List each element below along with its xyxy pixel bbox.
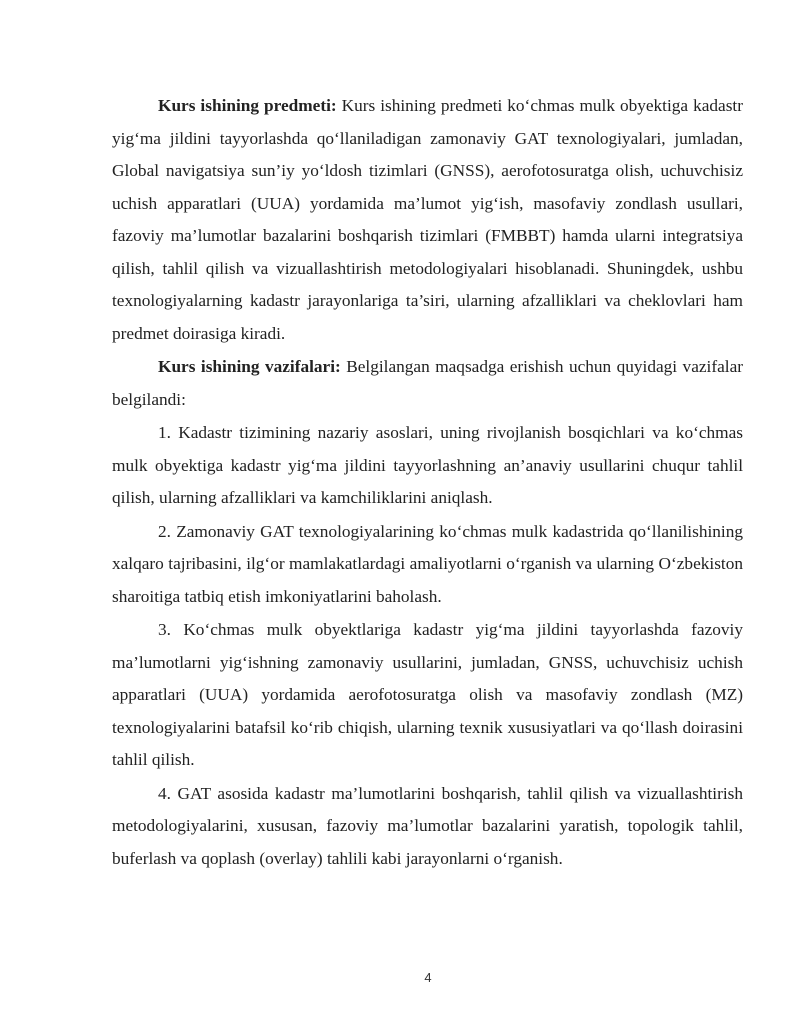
paragraph-subject <box>112 90 743 350</box>
paragraph-text-subject: Kurs ishining predmeti ko‘chmas mulk obyektiga kadastr yig‘ma jildini tayyorlashda qo‘llaniladigan zamonaviy GAT texnologiyalari, jumladan, Global navigatsiya sun’iy yo‘ldosh tizimlari (GNSS), aerofotosuratga olish, uchuvchisiz uchish apparatlari (UUA) yordamida ma’lumot yig‘ish, masofaviy zondlash usullari, fazoviy ma’lumotlar bazalarini boshqarish tizimlari (FMBBT) hamda ularni integratsiya qilish, tahlil qilish va vizuallashtirish metodologiyalari hisoblanadi. Shuningdek, ushbu texnologiyalarning kadastr jarayonlariga ta’siri, ularning afzalliklari va cheklovlari ham predmet doirasiga kiradi. <box>112 96 743 343</box>
list-item-task-3: 3. Ko‘chmas mulk obyektlariga kadastr yig‘ma jildini tayyorlashda fazoviy ma’lumotlarni yig‘ishning zamonaviy usullarini, jumladan, GNSS, uchuvchisiz uchish apparatlari (UUA) yordamida aerofotosuratga olish va masofaviy zondlash (MZ) texnologiyalarini batafsil ko‘rib chiqish, ularning texnik xususiyatlari va qo‘llash doirasini tahlil qilish. <box>112 620 743 769</box>
list-item-task-2: 2. Zamonaviy GAT texnologiyalarining ko‘chmas mulk kadastrida qo‘llanilishining xalqaro tajribasini, ilg‘or mamlakatlardagi amaliyotlarni o‘rganish va ularning O‘zbekiston sharoitiga tatbiq etish imkoniyatlarini baholash. <box>112 521 743 606</box>
list-item-task-1: 1. Kadastr tizimining nazariy asoslari, uning rivojlanish bosqichlari va ko‘chmas mulk obyektiga kadastr yig‘ma jildini tayyorlashning an’anaviy usullarini chuqur tahlil qilish, ularning afzalliklari va kamchiliklarini aniqlash. <box>112 423 743 507</box>
page-number: 4 <box>424 970 432 985</box>
document-body <box>112 90 743 875</box>
list-item-task-4: 4. GAT asosida kadastr ma’lumotlarini boshqarish, tahlil qilish va vizuallashtirish metodologiyalarini, xususan, fazoviy ma’lumotlar bazalarini yaratish, topologik tahlil, buferlash va qoplash (overlay) tahlili kabi jarayonlarni o‘rganish. <box>112 783 743 868</box>
paragraph-lead-tasks: Kurs ishining vazifalari: <box>158 357 341 376</box>
paragraph-lead-subject: Kurs ishining predmeti: <box>158 96 337 115</box>
paragraph-tasks <box>112 351 743 416</box>
paragraph-text-tasks: Belgilangan maqsadga erishish uchun quyidagi vazifalar belgilandi: <box>112 357 743 409</box>
